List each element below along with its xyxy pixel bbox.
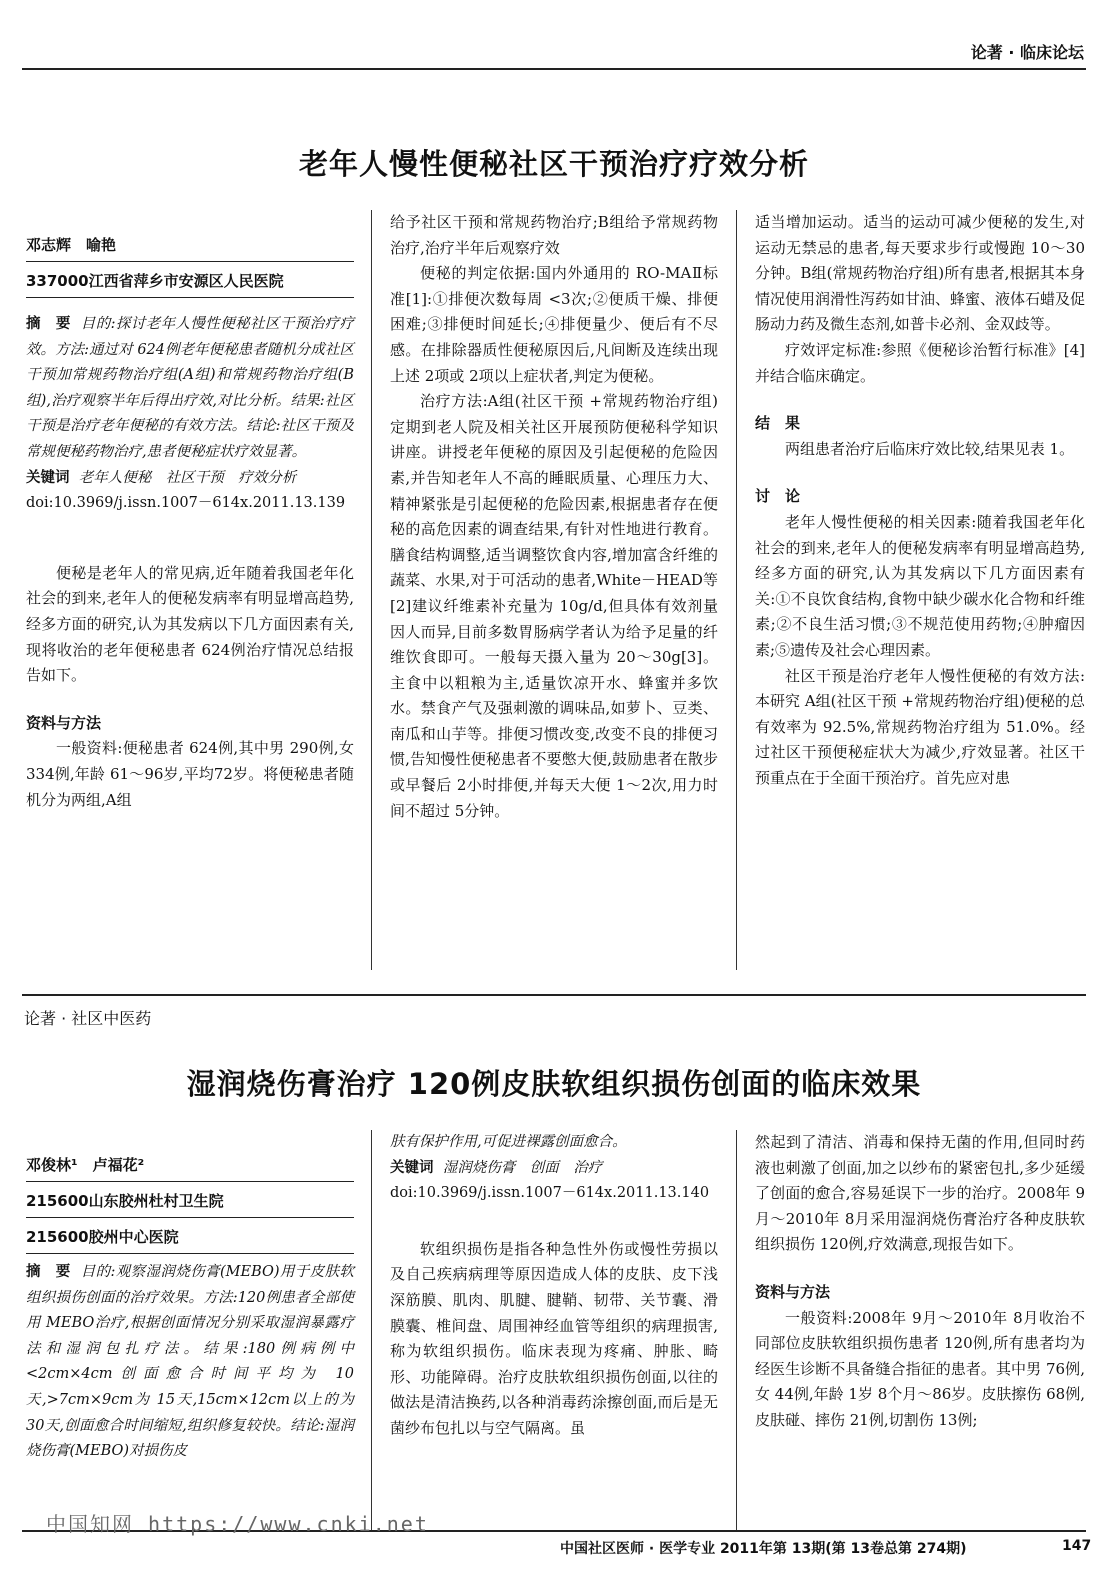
article-divider-rule bbox=[22, 994, 1086, 996]
header-rule bbox=[22, 68, 1086, 70]
article2-column3 bbox=[755, 1130, 1085, 1434]
page-number: 147 bbox=[1062, 1538, 1092, 1554]
article1-exercise-text: 适当增加运动。适当的运动可减少便秘的发生,对运动无禁忌的患者,每天要求步行或慢跑 10～30分钟。B组(常规药物治疗组)所有患者,根据其本身情况使用润滑性泻药如甘油、蜂蜜、液体石蜡及促肠动力药及微生态剂,如普卡必剂、金双歧等。 bbox=[755, 213, 1086, 334]
article2-abstract-continued: 肤有保护作用,可促进裸露创面愈合。 bbox=[390, 1134, 627, 1150]
column-divider bbox=[736, 1130, 737, 1530]
article2-section-header: 论著 · 社区中医药 bbox=[24, 1009, 152, 1028]
article1-title: 老年人慢性便秘社区干预治疗疗效分析 bbox=[298, 147, 809, 181]
article2-methods-heading: 资料与方法 bbox=[755, 1282, 831, 1301]
article1-affiliation: 337000江西省萍乡市安源区人民医院 bbox=[26, 272, 284, 290]
keywords-text: 湿润烧伤膏 创面 治疗 bbox=[442, 1159, 603, 1176]
article2-title: 湿润烧伤膏治疗 120例皮肤软组织损伤创面的临床效果 bbox=[186, 1067, 922, 1101]
article2-authors: 邓俊林¹ 卢福花² bbox=[26, 1156, 145, 1174]
article2-abstract bbox=[26, 1260, 354, 1465]
column-divider bbox=[371, 1130, 372, 1530]
author-rule bbox=[26, 261, 354, 262]
article1-diagnostic-criteria: 便秘的判定依据:国内外通用的 RO-MAⅡ标准[1]:①排便次数每周 <3次;②便质干燥、排便困难;③排便时间延长;④排便量少、便后有不尽感。在排除器质性便秘原因后,凡间断及连续出现上述 2项或 2项以上症状者,判定为便秘。 bbox=[390, 264, 718, 385]
cnki-watermark: 中国知网 https://www.cnki.net bbox=[46, 1512, 429, 1536]
article1-treatment-methods: 治疗方法:A组(社区干预 +常规药物治疗组)定期到老人院及相关社区开展预防便秘科学知识讲座。讲授老年便秘的原因及引起便秘的危险因素,并告知老年人不高的睡眠质量、心理压力大、精神紧张是引起便秘的危险因素,根据患者存在便秘的高危因素的调查结果,有针对性地进行教育。膳食结构调整,适当调整饮食内容,增加富含纤维的蔬菜、水果,对于可活动的患者,White－HEAD等[2]建议纤维素补充量为 10g/d,但具体有效剂量因人而异,目前多数胃肠病学者认为给予足量的纤维饮食即可。一般每天摄入量为 20～30g[3]。主食中以粗粮为主,适量饮凉开水、蜂蜜并多饮水。禁食产气及强刺激的调味品,如萝卜、豆类、南瓜和山芋等。排便习惯改变,改变不良的排便习惯,告知慢性便秘患者不要憋大便,鼓励患者在散步或早餐后 2小时排便,并每天大便 1～2次,用力时间不超过 5分钟。 bbox=[390, 392, 718, 820]
article1-column1 bbox=[26, 232, 354, 813]
abstract-text: 目的:探讨老年人慢性便秘社区干预治疗疗效。方法:通过对 624例老年便秘患者随机分成社区干预加常规药物治疗组(A组)和常规药物治疗组(B组),治疗观察半年后得出疗效,对比分析。结果:社区干预是治疗老年便秘的有效方法。结论:社区干预及常规便秘药物治疗,患者便秘症状疗效显著。 bbox=[26, 316, 355, 460]
article1-results-heading: 结 果 bbox=[755, 414, 801, 433]
article1-column3 bbox=[755, 210, 1085, 791]
article2-intro: 软组织损伤是指各种急性外伤或慢性劳损以及自己疾病病理等原因造成人体的皮肤、皮下浅深筋膜、肌肉、肌腱、腱鞘、韧带、关节囊、滑膜囊、椎间盘、周围神经血管等组织的病理损害,称为软组织损伤。临床表现为疼痛、肿胀、畸形、功能障碍。治疗皮肤软组织损伤创面,以往的做法是清洁换药,以各种消毒药涂擦创面,而后是无菌纱布包扎以与空气隔离。虽 bbox=[390, 1239, 718, 1437]
article1-keywords bbox=[26, 466, 354, 492]
author-rule bbox=[26, 1181, 354, 1182]
article2-intro-continued: 然起到了清洁、消毒和保持无菌的作用,但同时药液也刺激了创面,加之以纱布的紧密包扎,多少延缓了创面的愈合,容易延误下一步的治疗。2008年 9月～2010年 8月采用湿润烧伤膏治疗各种皮肤软组织损伤 120例,疗效满意,现报告如下。 bbox=[755, 1133, 1085, 1254]
article2-column2 bbox=[390, 1130, 718, 1442]
article1-discussion-intervention: 社区干预是治疗老年人慢性便秘的有效方法:本研究 A组(社区干预 +常规药物治疗组)便秘的总有效率为 92.5%,常规药物治疗组为 51.0%。经过社区干预便秘症状大为减少,疗效显著。社区干预重点在于全面干预治疗。首先应对患 bbox=[755, 666, 1085, 787]
article1-discussion-factors: 老年人慢性便秘的相关因素:随着我国老年化社会的到来,老年人的便秘发病率有明显增高趋势,经多方面的研究,认为其发病以下几方面因素有关:①不良饮食结构,食物中缺少碳水化合物和纤维素;②不良生活习惯;③不规范使用药物;④肿瘤因素;⑤遗传及社会心理因素。 bbox=[755, 512, 1085, 659]
article1-discussion-heading: 讨 论 bbox=[755, 487, 801, 506]
article1-results-text: 两组患者治疗后临床疗效比较,结果见表 1。 bbox=[785, 439, 1075, 458]
abstract-label: 摘 要 bbox=[26, 1264, 71, 1280]
affiliation-rule bbox=[26, 1253, 354, 1254]
article2-keywords bbox=[390, 1156, 718, 1182]
article2-methods-general: 一般资料:2008年 9月～2010年 8月收治不同部位皮肤软组织损伤患者 120例,所有患者均为经医生诊断不具备缝合指征的患者。其中男 76例,女 44例,年龄 1岁 8个月～86岁。皮肤擦伤 68例,皮肤碰、摔伤 21例,切割伤 13例; bbox=[755, 1308, 1085, 1429]
article1-methods-general: 一般资料:便秘患者 624例,其中男 290例,女 334例,年龄 61～96岁,平均72岁。将便秘患者随机分为两组,A组 bbox=[26, 739, 354, 809]
article1-column2 bbox=[390, 210, 718, 824]
column-divider bbox=[371, 210, 372, 970]
article2-column1 bbox=[26, 1152, 354, 1465]
article1-abstract bbox=[26, 312, 354, 466]
journal-section-header: 论著 · 临床论坛 bbox=[970, 43, 1084, 62]
article1-methods-heading: 资料与方法 bbox=[26, 713, 102, 732]
keywords-text: 老年人便秘 社区干预 疗效分析 bbox=[78, 469, 297, 486]
keywords-label: 关键词 bbox=[390, 1159, 434, 1176]
article2-affiliation2: 215600胶州中心医院 bbox=[26, 1228, 179, 1246]
affiliation-rule bbox=[26, 297, 354, 298]
column-divider bbox=[736, 210, 737, 970]
journal-footer: 中国社区医师 · 医学专业 2011年第 13期(第 13卷总第 274期) bbox=[560, 1541, 967, 1557]
article1-grouping-text: 给予社区干预和常规药物治疗;B组给予常规药物治疗,治疗半年后观察疗效 bbox=[390, 213, 718, 257]
affiliation-rule bbox=[26, 1217, 354, 1218]
keywords-label: 关键词 bbox=[26, 469, 70, 486]
abstract-label: 摘 要 bbox=[26, 316, 71, 332]
abstract-text: 目的:观察湿润烧伤膏(MEBO)用于皮肤软组织损伤创面的治疗效果。方法:120例患者全部使用 MEBO治疗,根据创面情况分别采取湿润暴露疗法和湿润包扎疗法。结果:180例病例中 <2cm×4cm创面愈合时间平均为 10天,>7cm×9cm为 15天,15cm×12cm以上的为 30天,创面愈合时间缩短,组织修复较快。结论:湿润烧伤膏(MEBO)对损伤皮 bbox=[26, 1264, 355, 1460]
article1-intro: 便秘是老年人的常见病,近年随着我国老年化社会的到来,老年人的便秘发病率有明显增高趋势,经多方面的研究,认为其发病以下几方面因素有关,现将收治的老年便秘患者 624例治疗情况总结报告如下。 bbox=[26, 563, 354, 685]
article2-doi: doi:10.3969/j.issn.1007－614x.2011.13.140 bbox=[390, 1185, 710, 1202]
article2-affiliation1: 215600山东胶州杜村卫生院 bbox=[26, 1192, 224, 1210]
article1-authors: 邓志辉 喻艳 bbox=[26, 236, 117, 254]
article1-evaluation-criteria: 疗效评定标准:参照《便秘诊治暂行标准》[4]并结合临床确定。 bbox=[755, 340, 1085, 385]
article1-doi: doi:10.3969/j.issn.1007－614x.2011.13.139 bbox=[26, 495, 346, 512]
